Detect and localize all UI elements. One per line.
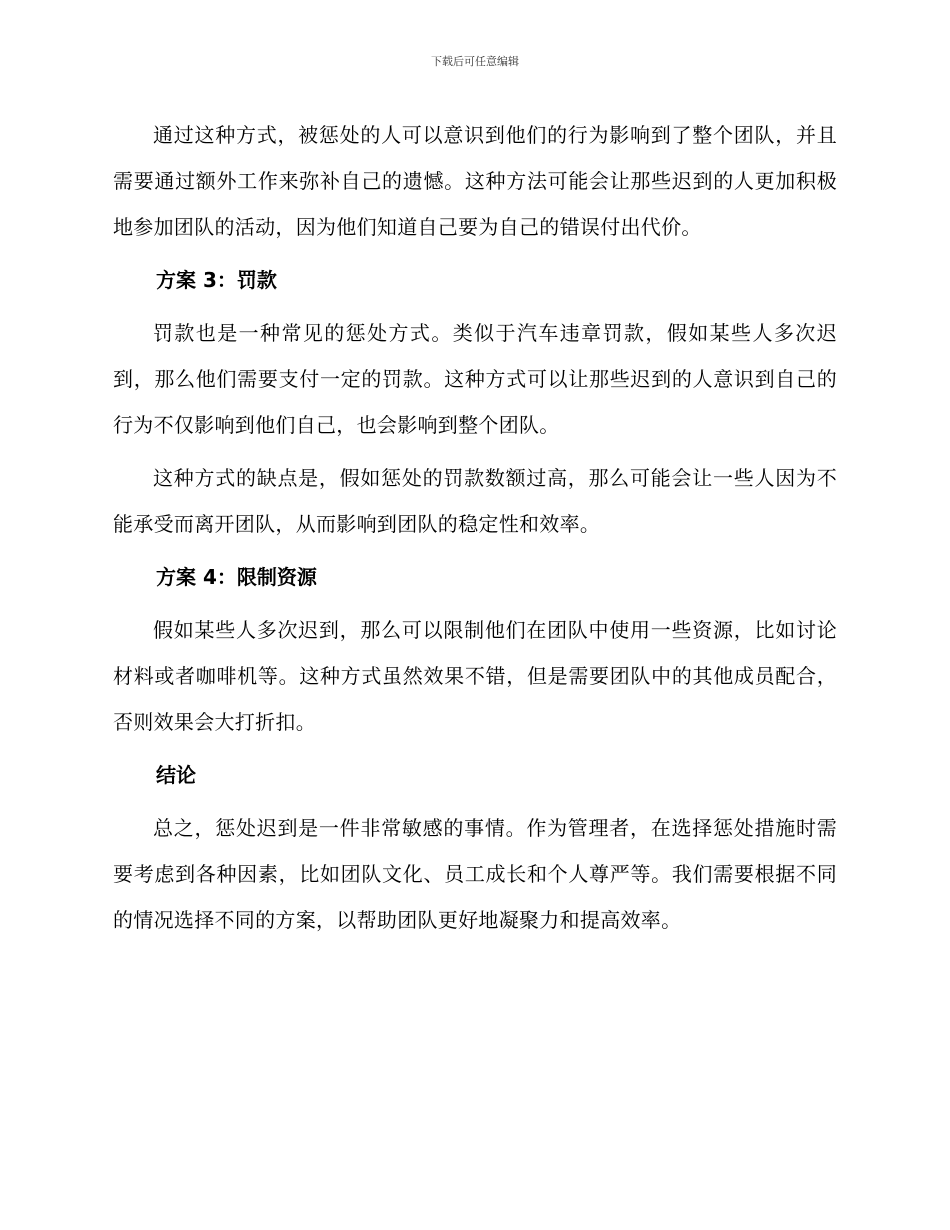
paragraph-limit-resources: 假如某些人多次迟到，那么可以限制他们在团队中使用一些资源，比如讨论材料或者咖啡机等。这种方式虽然效果不错，但是需要团队中的其他成员配合，否则效果会大打折扣。 xyxy=(113,618,837,734)
heading-plan-3: 方案 3：罚款 xyxy=(156,268,277,292)
heading-plan-4: 方案 4：限制资源 xyxy=(156,565,317,589)
document-body xyxy=(113,112,837,950)
paragraph-conclusion: 总之，惩处迟到是一件非常敏感的事情。作为管理者，在选择惩处措施时需要考虑到各种因素，比如团队文化、员工成长和个人尊严等。我们需要根据不同的情况选择不同的方案，以帮助团队更好地凝聚力和提高效率。 xyxy=(113,816,837,932)
paragraph-fine-description: 罚款也是一种常见的惩处方式。类似于汽车违章罚款，假如某些人多次迟到，那么他们需要支付一定的罚款。这种方式可以让那些迟到的人意识到自己的行为不仅影响到他们自己，也会影响到整个团队。 xyxy=(113,321,837,437)
paragraph-penalty-work-intro: 通过这种方式，被惩处的人可以意识到他们的行为影响到了整个团队，并且需要通过额外工作来弥补自己的遗憾。这种方法可能会让那些迟到的人更加积极地参加团队的活动，因为他们知道自己要为自己的错误付出代价。 xyxy=(113,123,837,239)
paragraph-fine-drawback: 这种方式的缺点是，假如惩处的罚款数额过高，那么可能会让一些人因为不能承受而离开团队，从而影响到团队的稳定性和效率。 xyxy=(113,466,837,536)
heading-conclusion: 结论 xyxy=(156,763,196,787)
page-header: 下载后可任意编辑 xyxy=(431,55,519,68)
